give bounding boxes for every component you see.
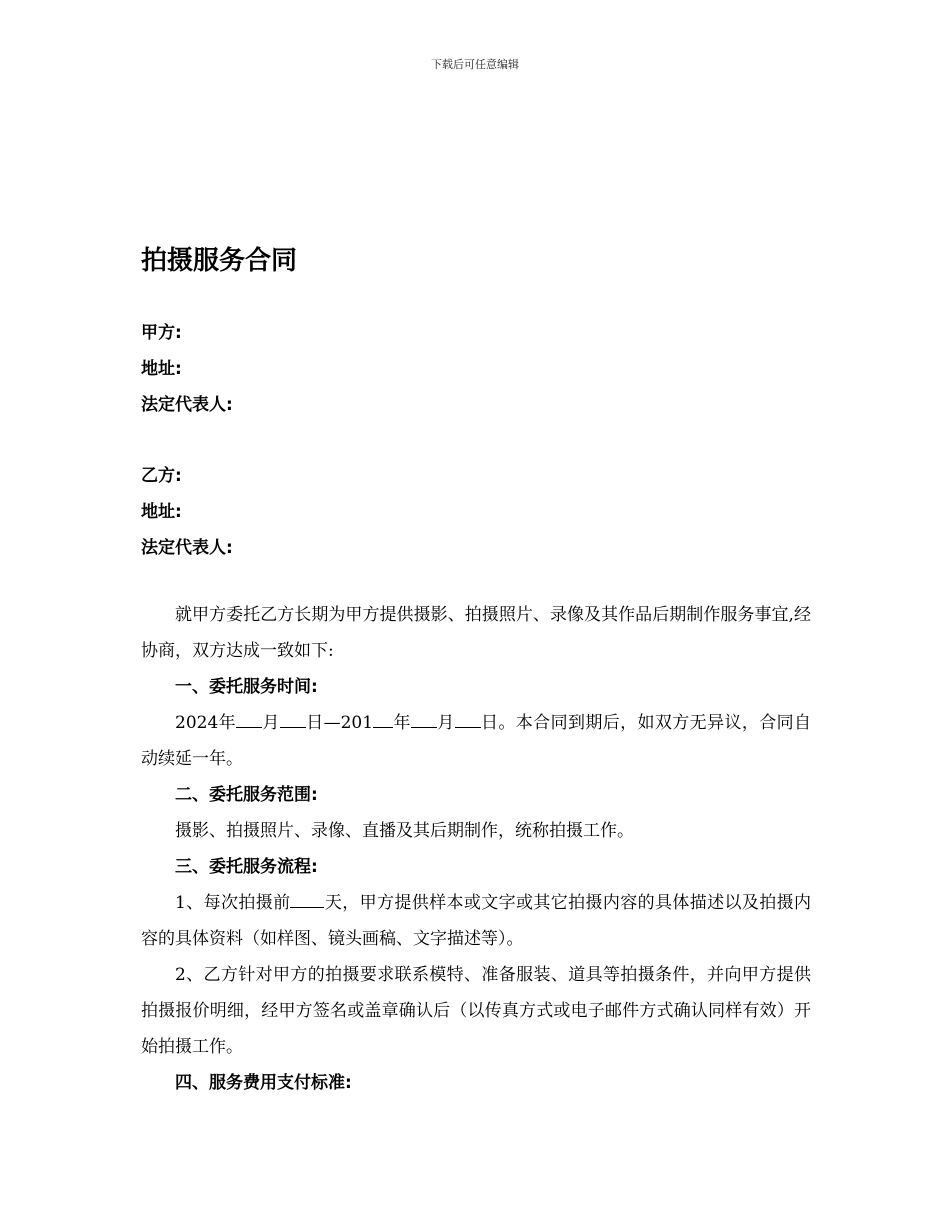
end-year-blank (373, 705, 393, 728)
section-1-heading: 一、委托服务时间: (175, 677, 318, 697)
party-a-label: 甲方: (141, 323, 182, 343)
party-a-representative-label: 法定代表人: (141, 395, 233, 415)
section-3-item-2: 2、乙方针对甲方的拍摄要求联系模特、准备服装、道具等拍摄条件，并向甲方提供拍摄报价明细，经甲方签名或盖章确认后（以传真方式或电子邮件方式确认同样有效）开始拍摄工作。 (141, 965, 811, 1057)
end-month-blank (411, 705, 437, 728)
start-year: 2024年 (175, 713, 237, 733)
party-b-address-label: 地址: (141, 502, 182, 522)
item-1-suffix: 天，甲方提供样本或文字或其它拍摄内容的具体描述以及拍摄内容的具体资料（如样图、镜头画稿、文字描述等）。 (141, 893, 811, 949)
party-b-label: 乙方: (141, 466, 182, 486)
section-4-heading: 四、服务费用支付标准: (175, 1073, 352, 1093)
section-2-text: 摄影、拍摄照片、录像、直播及其后期制作，统称拍摄工作。 (175, 821, 634, 841)
section-1-tail: 日。本合同到期后，如双方无异议，合同自动续延一年。 (141, 713, 812, 769)
party-a-address-label: 地址: (141, 359, 182, 379)
contract-body (141, 597, 811, 1101)
month-unit-2: 月 (436, 713, 455, 733)
days-blank (290, 885, 324, 908)
section-2-heading: 二、委托服务范围: (175, 785, 318, 805)
year-unit: 年 (393, 713, 411, 733)
day-dash-text: 日—201 (305, 713, 374, 733)
item-1-prefix: 1、每次拍摄前 (175, 893, 291, 913)
section-1-text (141, 705, 811, 777)
start-day-blank (280, 705, 306, 728)
month-unit: 月 (262, 713, 280, 733)
section-3-item-1 (141, 885, 811, 957)
end-day-blank (455, 705, 481, 728)
party-b-representative-label: 法定代表人: (141, 538, 233, 558)
section-3-heading: 三、委托服务流程: (175, 857, 318, 877)
header-note: 下载后可任意编辑 (431, 58, 519, 71)
intro-paragraph: 就甲方委托乙方长期为甲方提供摄影、拍摄照片、录像及其作品后期制作服务事宜,经协商，双方达成一致如下: (141, 605, 811, 661)
start-month-blank (236, 705, 262, 728)
contract-title: 拍摄服务合同 (141, 246, 298, 276)
